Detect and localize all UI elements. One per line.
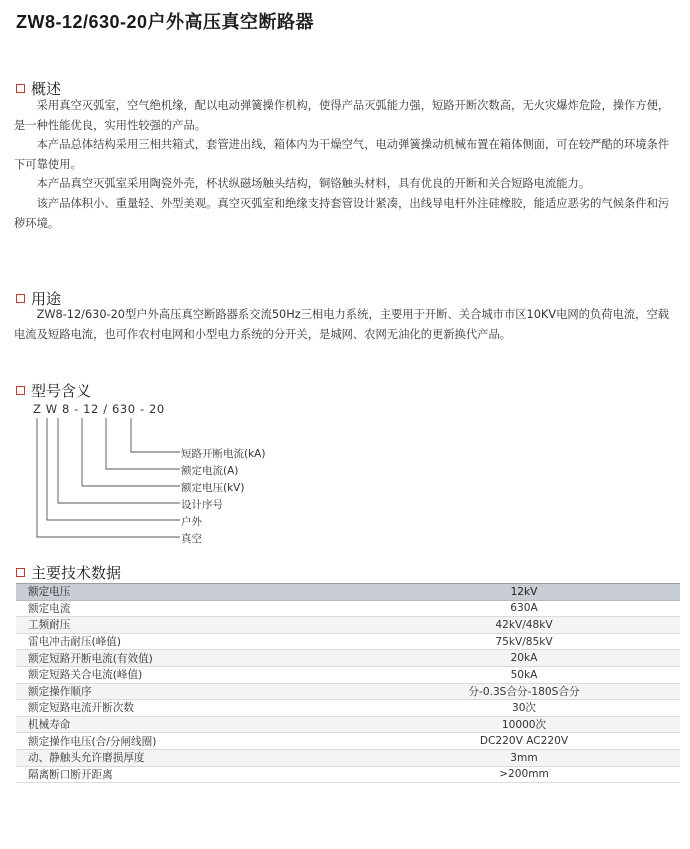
spec-value: 630A xyxy=(368,600,680,617)
table-row xyxy=(16,749,680,766)
model-label-rated-voltage: 额定电压(kV) xyxy=(181,482,245,494)
table-row xyxy=(16,716,680,733)
spec-value: 分-0.3S合分-180S合分 xyxy=(368,683,680,700)
spec-name: 机械寿命 xyxy=(16,716,368,733)
overview-heading-text: 概述 xyxy=(31,80,62,98)
table-row xyxy=(16,633,680,650)
spec-value: >200mm xyxy=(368,766,680,783)
specs-heading xyxy=(16,562,121,583)
square-bullet-icon xyxy=(16,568,25,577)
table-row xyxy=(16,700,680,717)
spec-value: 10000次 xyxy=(368,716,680,733)
spec-value: DC220V AC220V xyxy=(368,733,680,750)
model-label-design-number: 设计序号 xyxy=(181,499,223,511)
spec-name: 额定短路开断电流(有效值) xyxy=(16,650,368,667)
table-row xyxy=(16,766,680,783)
table-row xyxy=(16,733,680,750)
table-row xyxy=(16,650,680,667)
table-row xyxy=(16,600,680,617)
spec-name: 额定操作电压(合/分闸线圈) xyxy=(16,733,368,750)
page-title: ZW8-12/630-20户外高压真空断路器 xyxy=(16,12,315,32)
usage-heading-text: 用途 xyxy=(31,290,62,308)
overview-paragraph: 采用真空灭弧室，空气绝机缘，配以电动弹簧操作机构，使得产品灭弧能力强，短路开断次数高，无火灾爆炸危险，操作方便，是一种性能优良，实用性较强的产品。 xyxy=(14,99,670,132)
spec-value: 50kA xyxy=(368,666,680,683)
model-code: Z W 8 - 12 / 630 - 20 xyxy=(33,402,165,416)
overview-paragraph: 本产品总体结构采用三相共箱式，套管进出线，箱体内为干燥空气，电动弹簧操动机械布置在箱体侧面，可在较严酷的环境条件下可靠使用。 xyxy=(14,138,670,171)
spec-value: 30次 xyxy=(368,700,680,717)
spec-value: 3mm xyxy=(368,749,680,766)
spec-name: 额定操作顺序 xyxy=(16,683,368,700)
overview-paragraph: 该产品体积小、重量轻、外型美观。真空灭弧室和绝缘支持套管设计紧凑，出线导电杆外注硅橡胶，能适应恶劣的气候条件和污秽环境。 xyxy=(14,196,670,230)
table-row xyxy=(16,666,680,683)
spec-value: 12kV xyxy=(368,584,680,600)
specs-heading-text: 主要技术数据 xyxy=(31,564,122,582)
connector-line xyxy=(58,418,180,503)
usage-paragraph: ZW8-12/630-20型户外高压真空断路器系交流50Hz三相电力系统，主要用于开断、关合城市市区10KV电网的负荷电流，空载电流及短路电流，也可作农村电网和小型电力系统的分开关，是城网、农网无油化的更新换代产品。 xyxy=(14,308,670,341)
spec-name: 雷电冲击耐压(峰值) xyxy=(16,633,368,650)
spec-name: 动、静触头允许磨损厚度 xyxy=(16,749,368,766)
model-label-outdoor: 户外 xyxy=(181,516,202,528)
table-row xyxy=(16,683,680,700)
spec-value: 20kA xyxy=(368,650,680,667)
table-row xyxy=(16,617,680,634)
spec-value: 42kV/48kV xyxy=(368,617,680,634)
spec-name: 工频耐压 xyxy=(16,617,368,634)
connector-line xyxy=(131,418,180,452)
model-heading-text: 型号含义 xyxy=(31,382,92,400)
spec-name: 隔离断口断开距离 xyxy=(16,766,368,783)
overview-paragraph: 本产品真空灭弧室采用陶瓷外壳，杯状纵磁场触头结构，铜铬触头材料，具有优良的开断和关合短路电流能力。 xyxy=(36,177,591,191)
spec-value: 75kV/85kV xyxy=(368,633,680,650)
spec-name: 额定电压 xyxy=(16,584,368,600)
model-label-vacuum: 真空 xyxy=(181,533,202,545)
model-label-breaking-current: 短路开断电流(kA) xyxy=(181,448,266,460)
spec-name: 额定电流 xyxy=(16,600,368,617)
spec-name: 额定短路电流开断次数 xyxy=(16,700,368,717)
spec-name: 额定短路关合电流(峰值) xyxy=(16,666,368,683)
connector-line xyxy=(106,418,180,469)
model-label-rated-current: 额定电流(A) xyxy=(181,465,239,477)
table-row xyxy=(16,584,680,600)
spec-table xyxy=(16,584,680,783)
